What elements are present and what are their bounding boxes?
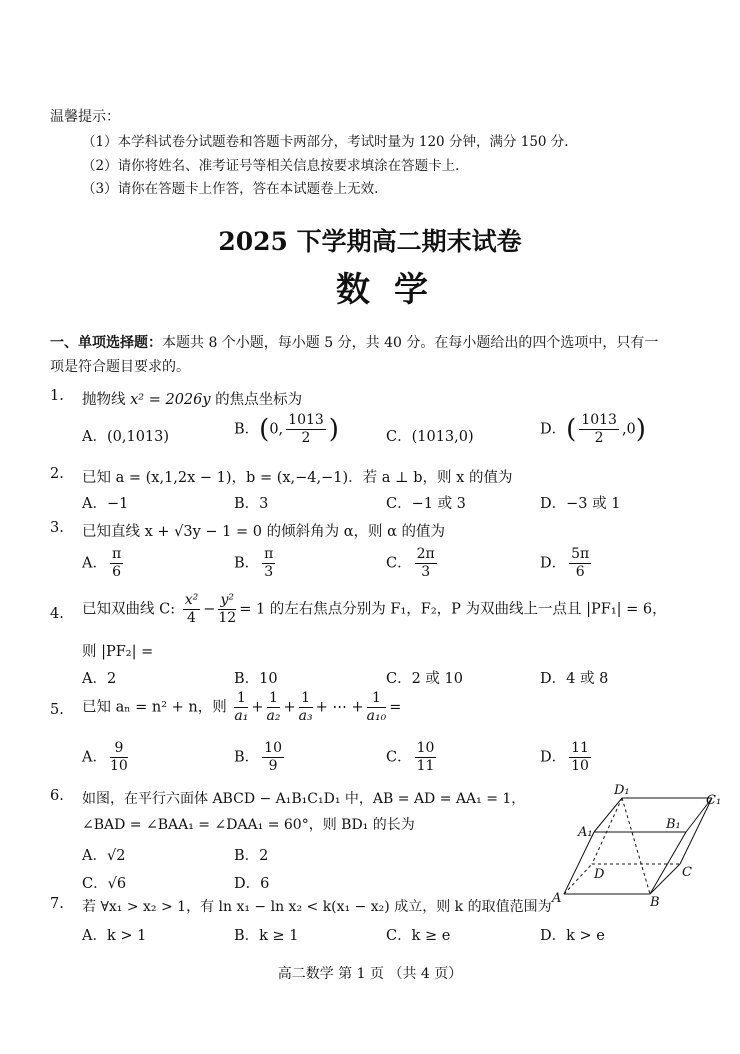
q5-option-a: A． $\frac{9}{10}$ — [82, 740, 128, 774]
q2-text: 已知 a = (x,1,2x − 1)，b = (x,−4,−1)．若 a ⊥ b，则 x 的值为 — [82, 470, 513, 486]
tip-item-2: （2）请你将姓名、准考证号等相关信息按要求填涂在答题卡上. — [82, 158, 460, 174]
q5-option-c: C． $\frac{10}{11}$ — [386, 740, 435, 774]
label-b1: B₁ — [666, 817, 681, 832]
q2-option-b: B．3 — [234, 496, 269, 512]
label-d: D — [594, 867, 605, 882]
q1-number: 1. — [50, 388, 64, 404]
q2-option-a: A．−1 — [82, 496, 129, 512]
q6-number: 6. — [50, 788, 64, 804]
q7-option-a: A．k > 1 — [82, 928, 147, 944]
q2-number: 2. — [50, 466, 64, 482]
section-heading — [50, 332, 658, 352]
q4-option-d: D．4 或 8 — [540, 671, 609, 687]
q3-text: 已知直线 x + √3y − 1 = 0 的倾斜角为 α，则 α 的值为 — [82, 524, 446, 540]
subject-title: 数学 — [336, 270, 452, 310]
q1-option-c: C．(1013,0) — [386, 429, 474, 445]
label-c1: C₁ — [706, 793, 722, 808]
section-desc-1: 本题共 8 个小题，每小题 5 分，共 40 分。在每小题给出的四个选项中，只有一 — [162, 335, 659, 351]
q6-text-line1: 如图，在平行六面体 ABCD − A₁B₁C₁D₁ 中，AB = AD = AA₁ = 1， — [82, 791, 526, 807]
tip-item-3: （3）请你在答题卡上作答，答在本试题卷上无效. — [82, 181, 379, 197]
q5-number: 5. — [50, 702, 64, 718]
q6-option-b: B．2 — [234, 848, 269, 864]
q1-option-d: D．( $\frac{1013}{2}$ ,0) — [540, 412, 646, 446]
q4-number: 4. — [50, 606, 64, 622]
q1-text: 抛物线 x² = 2026y 的焦点坐标为 — [82, 392, 303, 408]
q4-text: 已知双曲线 C: $\frac{\text{x²}}{4}$ − $\frac{\text{y²}}{12}$ = 1 的左右焦点分别为 F₁，F₂，P 为双曲线上一点且 |PF₁| = 6， — [82, 592, 667, 626]
q5-text: 已知 aₙ = n² + n，则 $\frac{1}{\text{a₁}}$ + $\frac{1}{\text{a₂}}$ + $\frac{1}{\text{a₃}}$ + ⋯ + $\frac{1}{\text{a₁₀}}$ = — [82, 690, 402, 724]
tips-title: 温馨提示： — [50, 109, 120, 125]
q6-text-line2: ∠BAD = ∠BAA₁ = ∠DAA₁ = 60°，则 BD₁ 的长为 — [82, 817, 415, 833]
parallelepiped-figure — [550, 780, 730, 910]
q1-option-a: A．(0,1013) — [82, 429, 170, 445]
q1-option-b: B．(0, $\frac{1013}{2}$ ) — [234, 412, 339, 446]
q7-text: 若 ∀x₁ > x₂ > 1，有 ln x₁ − ln x₂ < k(x₁ − x₂) 成立，则 k 的取值范围为 — [82, 899, 552, 915]
q7-option-b: B．k ≥ 1 — [234, 928, 299, 944]
section-desc-2: 项是符合题目要求的。 — [50, 359, 190, 375]
q2-option-d: D．−3 或 1 — [540, 496, 621, 512]
label-a1: A₁ — [578, 825, 593, 840]
q5-option-d: D． $\frac{11}{10}$ — [540, 740, 589, 774]
q6-option-c: C．√6 — [82, 876, 127, 892]
q7-number: 7. — [50, 896, 64, 912]
q6-option-d: D．6 — [234, 876, 270, 892]
tip-item-1: （1）本学科试卷分试题卷和答题卡两部分，考试时量为 120 分钟，满分 150 分. — [82, 134, 569, 150]
q3-number: 3. — [50, 520, 64, 536]
label-b: B — [650, 895, 660, 910]
q5-option-b: B． $\frac{10}{9}$ — [234, 740, 282, 774]
q4-option-a: A．2 — [82, 671, 117, 687]
q7-option-c: C．k ≥ e — [386, 928, 451, 944]
page-footer: 高二数学 第 1 页 （共 4 页） — [277, 966, 463, 982]
q4-option-b: B．10 — [234, 671, 278, 687]
q7-option-d: D．k > e — [540, 928, 605, 944]
q6-option-a: A．√2 — [82, 848, 126, 864]
exam-title: 2025 下学期高二期末试卷 — [218, 227, 522, 256]
q4-text-line2: 则 |PF₂| = — [82, 644, 154, 660]
q3-option-d: D． $\frac{5\pi}{6}$ — [540, 546, 590, 580]
q3-option-c: C． $\frac{2\pi}{3}$ — [386, 546, 435, 580]
q3-option-b: B． $\frac{\pi}{3}$ — [234, 546, 274, 580]
q3-option-a: A． $\frac{\pi}{6}$ — [82, 546, 122, 580]
label-a: A — [552, 891, 562, 906]
label-c: C — [682, 865, 692, 880]
q2-option-c: C．−1 或 3 — [386, 496, 466, 512]
label-d1: D₁ — [614, 783, 630, 798]
q4-option-c: C．2 或 10 — [386, 671, 463, 687]
section-label: 一、单项选择题： — [50, 335, 162, 351]
